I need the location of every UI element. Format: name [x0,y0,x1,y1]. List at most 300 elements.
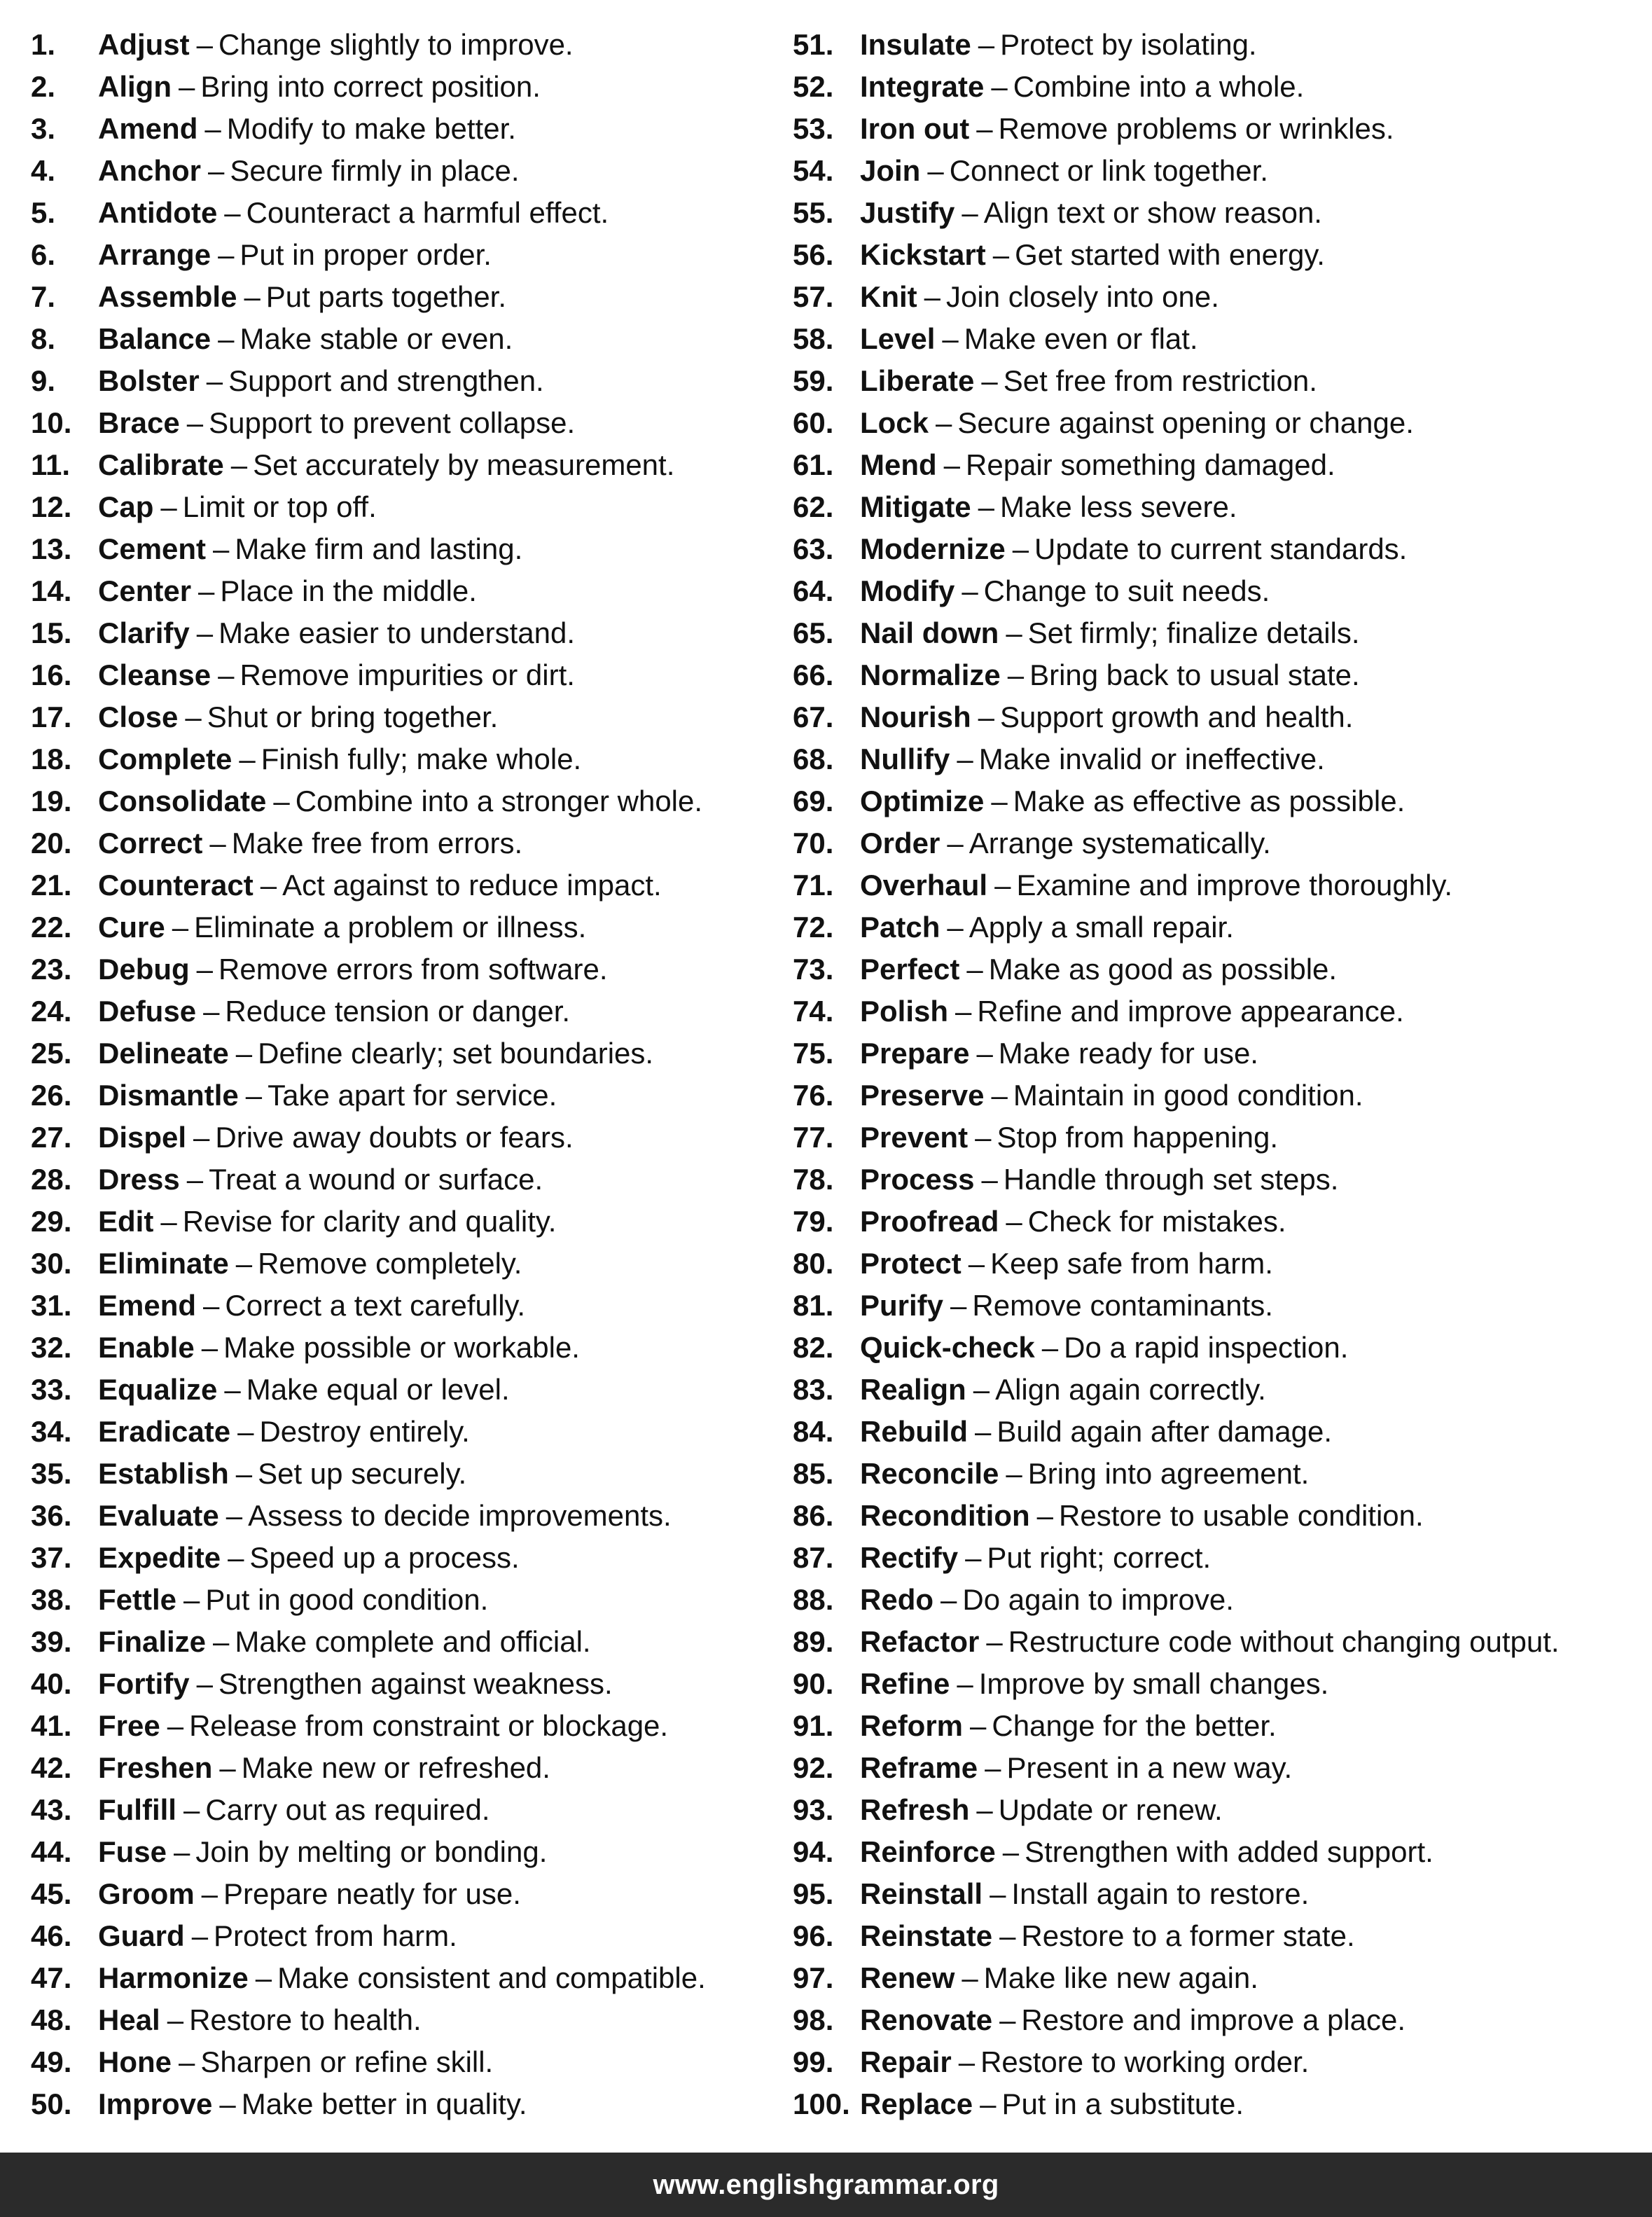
item-number: 51. [793,28,834,61]
item-number: 57. [793,280,834,313]
item-word: Clarify [98,616,190,649]
item-word: Center [98,574,192,607]
item-separator: – [193,1121,210,1154]
item-definition: Shut or bring together. [207,700,499,733]
item-word: Recondition [860,1499,1030,1532]
item-definition: Apply a small repair. [969,911,1234,944]
item-number: 61. [793,448,834,481]
item-number: 27. [31,1121,72,1154]
item-separator: – [962,574,978,607]
item-separator: – [976,1037,993,1070]
item-word: Adjust [98,28,190,61]
item-definition: Make free from errors. [231,827,523,859]
list-item [793,1075,1647,1117]
item-word: Evaluate [98,1499,219,1532]
item-number: 32. [31,1331,72,1364]
item-separator: – [160,1205,177,1238]
list-item [793,1243,1647,1285]
list-item [31,318,787,360]
item-definition: Change to suit needs. [983,574,1270,607]
item-separator: – [201,1877,218,1910]
item-separator: – [978,700,995,733]
item-definition: Take apart for service. [268,1079,557,1112]
item-number: 18. [31,743,72,775]
item-number: 72. [793,911,834,944]
item-word: Kickstart [860,238,986,271]
item-word: Repair [860,2045,952,2078]
list-item [793,654,1647,696]
item-word: Dismantle [98,1079,239,1112]
item-separator: – [183,1583,200,1616]
item-definition: Eliminate a problem or illness. [194,911,587,944]
item-word: Overhaul [860,869,988,902]
item-word: Cement [98,532,207,565]
word-list-left-column [31,24,787,2125]
item-separator: – [968,1247,985,1280]
item-number: 73. [793,953,834,986]
list-item [793,276,1647,318]
item-separator: – [186,1163,204,1196]
item-number: 23. [31,953,72,986]
item-separator: – [218,238,235,271]
list-item [31,864,787,906]
item-number: 40. [31,1667,72,1700]
item-definition: Put in proper order. [240,238,492,271]
list-item [31,2083,787,2125]
item-separator: – [1006,616,1022,649]
list-item [793,864,1647,906]
list-item [793,1747,1647,1789]
item-definition: Make possible or workable. [223,1331,580,1364]
item-word: Reinstall [860,1877,983,1910]
item-number: 22. [31,911,72,944]
list-item [31,1705,787,1747]
list-item [31,1243,787,1285]
list-item [31,1747,787,1789]
item-word: Liberate [860,364,975,397]
list-item [31,66,787,108]
list-item [793,234,1647,276]
item-number: 68. [793,743,834,775]
item-number: 45. [31,1877,72,1910]
item-number: 54. [793,154,834,187]
item-number: 89. [793,1625,834,1658]
list-item [31,1495,787,1537]
item-number: 10. [31,406,72,439]
item-definition: Join by melting or bonding. [195,1835,548,1868]
item-word: Lock [860,406,929,439]
item-definition: Put parts together. [265,280,507,313]
item-separator: – [1012,532,1029,565]
list-item [793,1663,1647,1705]
item-word: Fortify [98,1667,190,1700]
item-separator: – [981,1163,998,1196]
list-item [31,1327,787,1369]
item-definition: Set up securely. [258,1457,467,1490]
item-definition: Remove contaminants. [972,1289,1273,1322]
item-definition: Arrange systematically. [969,827,1271,859]
item-number: 30. [31,1247,72,1280]
item-separator: – [940,1583,957,1616]
item-separator: – [1041,1331,1059,1364]
item-number: 17. [31,700,72,733]
item-separator: – [927,154,944,187]
item-word: Fettle [98,1583,177,1616]
item-number: 25. [31,1037,72,1070]
item-definition: Restructure code without changing output. [1008,1625,1560,1658]
list-item [31,24,787,66]
item-word: Dress [98,1163,180,1196]
item-separator: – [178,70,195,103]
item-definition: Revise for clarity and quality. [182,1205,557,1238]
list-item [31,402,787,444]
item-definition: Put in good condition. [205,1583,489,1616]
item-separator: – [1007,658,1025,691]
list-item [31,822,787,864]
item-word: Arrange [98,238,211,271]
item-separator: – [167,1709,184,1742]
list-item [31,2041,787,2083]
list-item [31,1999,787,2041]
item-number: 9. [31,364,56,397]
list-item [793,1453,1647,1495]
item-word: Align [98,70,172,103]
item-number: 35. [31,1457,72,1490]
list-item [793,570,1647,612]
item-word: Quick-check [860,1331,1035,1364]
list-item [793,2083,1647,2125]
item-separator: – [172,911,189,944]
item-word: Reconcile [860,1457,999,1490]
item-separator: – [1036,1499,1054,1532]
item-word: Equalize [98,1373,218,1406]
item-definition: Make new or refreshed. [241,1751,550,1784]
item-number: 7. [31,280,56,313]
item-definition: Put right; correct. [987,1541,1212,1574]
item-separator: – [1002,1835,1020,1868]
item-definition: Strengthen with added support. [1025,1835,1434,1868]
item-word: Assemble [98,280,237,313]
item-separator: – [235,1247,253,1280]
item-definition: Speed up a process. [249,1541,520,1574]
list-item [31,654,787,696]
list-item [793,1032,1647,1075]
list-item [793,318,1647,360]
item-definition: Remove completely. [258,1247,522,1280]
list-item [793,66,1647,108]
item-number: 97. [793,1961,834,1994]
item-word: Brace [98,406,180,439]
item-definition: Place in the middle. [220,574,477,607]
item-word: Mitigate [860,490,971,523]
item-definition: Refine and improve appearance. [977,995,1404,1028]
item-number: 31. [31,1289,72,1322]
item-word: Complete [98,743,232,775]
list-item [31,234,787,276]
item-word: Eradicate [98,1415,231,1448]
item-number: 62. [793,490,834,523]
list-item [31,360,787,402]
item-definition: Make invalid or ineffective. [978,743,1325,775]
item-word: Counteract [98,869,254,902]
list-item [31,1663,787,1705]
item-separator: – [992,238,1010,271]
item-number: 92. [793,1751,834,1784]
item-definition: Support growth and health. [1000,700,1354,733]
item-definition: Secure firmly in place. [230,154,520,187]
item-number: 70. [793,827,834,859]
item-separator: – [230,448,248,481]
item-separator: – [957,1667,973,1700]
list-item [31,1201,787,1243]
item-number: 28. [31,1163,72,1196]
item-number: 91. [793,1709,834,1742]
list-item [793,1285,1647,1327]
item-definition: Restore and improve a place. [1021,2003,1406,2036]
item-separator: – [224,196,241,229]
item-definition: Remove problems or wrinkles. [998,112,1394,145]
item-number: 100. [793,2087,850,2120]
item-number: 19. [31,785,72,817]
item-word: Calibrate [98,448,224,481]
item-number: 74. [793,995,834,1028]
list-item [31,1453,787,1495]
item-number: 20. [31,827,72,859]
list-item [793,696,1647,738]
item-definition: Put in a substitute. [1001,2087,1244,2120]
item-definition: Correct a text carefully. [225,1289,526,1322]
item-definition: Build again after damage. [997,1415,1333,1448]
item-number: 86. [793,1499,834,1532]
list-item [793,1789,1647,1831]
item-word: Refactor [860,1625,980,1658]
list-item [793,24,1647,66]
item-number: 69. [793,785,834,817]
item-definition: Define clearly; set boundaries. [258,1037,654,1070]
item-separator: – [947,911,964,944]
item-word: Modify [860,574,955,607]
item-definition: Present in a new way. [1006,1751,1293,1784]
list-item [793,1831,1647,1873]
item-separator: – [198,574,215,607]
item-definition: Restore to working order. [980,2045,1310,2078]
list-item [793,1537,1647,1579]
item-separator: – [209,827,226,859]
item-separator: – [273,785,290,817]
item-separator: – [167,2003,184,2036]
item-separator: – [978,490,995,523]
list-item [31,612,787,654]
list-item [793,1705,1647,1747]
item-separator: – [991,1079,1008,1112]
item-number: 65. [793,616,834,649]
item-definition: Counteract a harmful effect. [246,196,609,229]
item-definition: Handle through set steps. [1003,1163,1339,1196]
item-number: 44. [31,1835,72,1868]
item-word: Guard [98,1919,185,1952]
item-definition: Change slightly to improve. [218,28,574,61]
item-separator: – [196,1667,214,1700]
list-item [31,486,787,528]
item-definition: Reduce tension or danger. [225,995,571,1028]
item-word: Reinstate [860,1919,993,1952]
item-word: Anchor [98,154,201,187]
item-separator: – [980,2087,997,2120]
footer-bar [0,2153,1652,2217]
item-number: 26. [31,1079,72,1112]
item-number: 29. [31,1205,72,1238]
item-number: 5. [31,196,56,229]
item-number: 88. [793,1583,834,1616]
item-separator: – [245,1079,263,1112]
item-separator: – [999,1919,1016,1952]
item-definition: Sharpen or refine skill. [200,2045,494,2078]
item-word: Free [98,1709,160,1742]
item-word: Rectify [860,1541,959,1574]
list-item [793,360,1647,402]
item-definition: Join closely into one. [946,280,1219,313]
item-separator: – [203,1289,220,1322]
item-word: Hone [98,2045,172,2078]
item-word: Realign [860,1373,966,1406]
item-word: Process [860,1163,975,1196]
list-item [31,1579,787,1621]
item-word: Finalize [98,1625,207,1658]
list-item [793,738,1647,780]
item-number: 16. [31,658,72,691]
item-word: Emend [98,1289,197,1322]
list-item [793,528,1647,570]
item-definition: Remove errors from software. [218,953,608,986]
list-item [793,780,1647,822]
item-definition: Install again to restore. [1011,1877,1310,1910]
list-item [31,1621,787,1663]
list-item [31,780,787,822]
item-word: Dispel [98,1121,187,1154]
item-number: 60. [793,406,834,439]
item-separator: – [955,995,972,1028]
list-item [31,738,787,780]
list-item [31,1915,787,1957]
list-item [31,150,787,192]
item-definition: Make like new again. [983,1961,1258,1994]
item-definition: Check for mistakes. [1027,1205,1286,1238]
item-definition: Act against to reduce impact. [282,869,662,902]
item-definition: Keep safe from harm. [990,1247,1273,1280]
item-definition: Carry out as required. [205,1793,490,1826]
list-item [31,276,787,318]
list-item [31,570,787,612]
item-definition: Set accurately by measurement. [253,448,675,481]
word-list-right-column [793,24,1647,2125]
item-number: 83. [793,1373,834,1406]
item-separator: – [966,953,983,986]
item-separator: – [962,1961,978,1994]
item-word: Reform [860,1709,964,1742]
footer-website-link[interactable]: www.englishgrammar.org [653,2169,999,2200]
item-number: 41. [31,1709,72,1742]
item-separator: – [991,70,1008,103]
list-item [31,1285,787,1327]
list-item [793,612,1647,654]
item-number: 15. [31,616,72,649]
item-separator: – [183,1793,200,1826]
item-definition: Destroy entirely. [259,1415,470,1448]
item-word: Prepare [860,1037,970,1070]
item-number: 4. [31,154,56,187]
item-definition: Remove impurities or dirt. [240,658,575,691]
item-number: 94. [793,1835,834,1868]
item-word: Balance [98,322,211,355]
item-word: Renew [860,1961,955,1994]
item-definition: Make equal or level. [246,1373,510,1406]
item-number: 79. [793,1205,834,1238]
item-definition: Protect from harm. [214,1919,457,1952]
item-definition: Restore to health. [189,2003,422,2036]
item-number: 64. [793,574,834,607]
item-separator: – [191,1919,209,1952]
item-definition: Improve by small changes. [978,1667,1329,1700]
item-separator: – [185,700,202,733]
list-item [793,108,1647,150]
item-separator: – [201,1331,218,1364]
list-item [31,1032,787,1075]
item-number: 47. [31,1961,72,1994]
item-definition: Set firmly; finalize details. [1027,616,1360,649]
list-item [31,1117,787,1159]
list-item [793,150,1647,192]
list-item [31,1831,787,1873]
item-number: 58. [793,322,834,355]
list-item [793,1327,1647,1369]
item-number: 1. [31,28,56,61]
item-number: 14. [31,574,72,607]
item-separator: – [174,1835,190,1868]
item-definition: Make less severe. [1000,490,1237,523]
item-separator: – [235,1037,253,1070]
item-word: Reinforce [860,1835,996,1868]
item-word: Knit [860,280,917,313]
item-definition: Finish fully; make whole. [261,743,582,775]
item-definition: Modify to make better. [226,112,516,145]
item-definition: Set free from restriction. [1003,364,1317,397]
list-item [793,1411,1647,1453]
item-separator: – [976,1793,993,1826]
list-item [793,1495,1647,1537]
item-number: 63. [793,532,834,565]
item-number: 53. [793,112,834,145]
list-item [31,444,787,486]
item-separator: – [213,1625,230,1658]
item-number: 36. [31,1499,72,1532]
item-number: 99. [793,2045,834,2078]
item-definition: Align again correctly. [995,1373,1266,1406]
item-word: Nourish [860,700,971,733]
item-definition: Treat a wound or surface. [209,1163,543,1196]
item-number: 90. [793,1667,834,1700]
item-separator: – [981,364,998,397]
list-item [793,1999,1647,2041]
list-item [793,192,1647,234]
item-separator: – [208,154,225,187]
item-number: 82. [793,1331,834,1364]
item-number: 71. [793,869,834,902]
item-definition: Limit or top off. [182,490,377,523]
item-word: Delineate [98,1037,229,1070]
item-number: 49. [31,2045,72,2078]
item-definition: Align text or show reason. [983,196,1322,229]
item-word: Improve [98,2087,213,2120]
